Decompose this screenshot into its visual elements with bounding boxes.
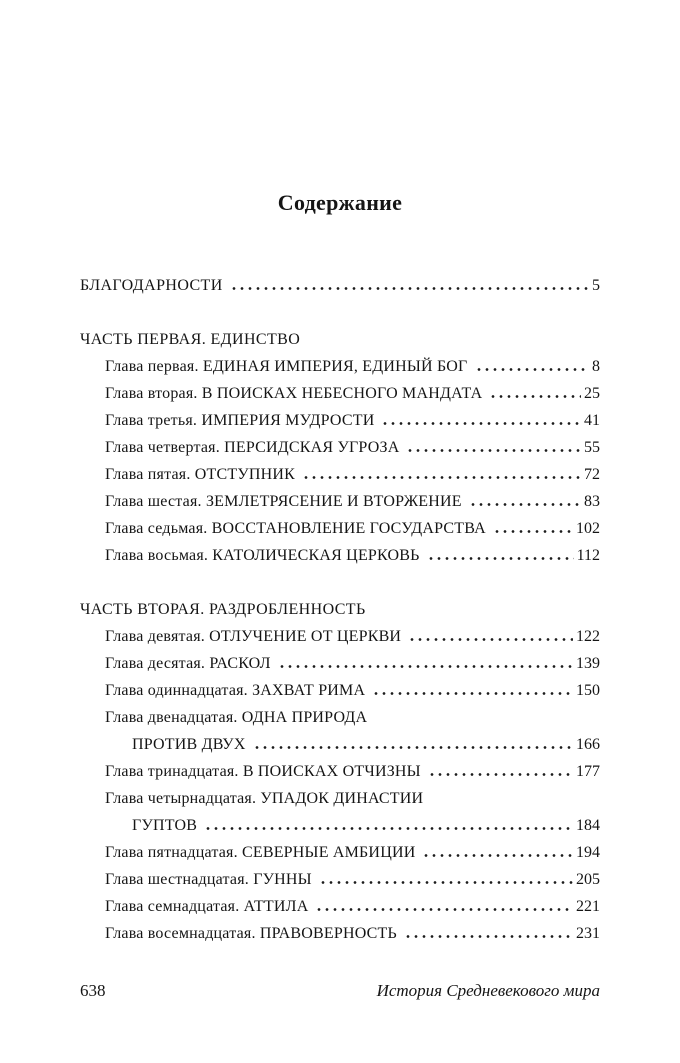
dot-leader <box>276 665 573 668</box>
toc-entry-page: 112 <box>576 547 600 564</box>
dot-leader <box>404 449 581 452</box>
toc-entry <box>80 515 600 542</box>
toc-entry <box>80 353 600 380</box>
toc-entry-page: 5 <box>592 277 600 294</box>
toc-entry-label: ЧАСТЬ ПЕРВАЯ. ЕДИНСТВО <box>80 331 301 348</box>
toc-entry-page: 194 <box>576 844 600 861</box>
toc-entry-label: Глава вторая. В ПОИСКАХ НЕБЕСНОГО МАНДАТА <box>105 385 483 402</box>
toc-section-heading <box>80 596 600 623</box>
toc-entry-label: Глава тринадцатая. В ПОИСКАХ ОТЧИЗНЫ <box>105 763 421 780</box>
dot-leader <box>379 422 581 425</box>
toc-entry-label: Глава шестая. ЗЕМЛЕТРЯСЕНИЕ И ВТОРЖЕНИЕ <box>105 493 462 510</box>
toc-entry-label: Глава четырнадцатая. УПАДОК ДИНАСТИИ <box>105 790 424 807</box>
toc-entry-page: 205 <box>576 871 600 888</box>
toc-entry-page: 102 <box>576 520 600 537</box>
toc-entry-label: Глава седьмая. ВОССТАНОВЛЕНИЕ ГОСУДАРСТВА <box>105 520 486 537</box>
toc-entry-label: Глава десятая. РАСКОЛ <box>105 655 271 672</box>
toc-entry <box>80 785 600 812</box>
toc-entry <box>80 488 600 515</box>
dot-leader <box>402 935 573 938</box>
toc-entry-page: 221 <box>576 898 600 915</box>
toc-title: Содержание <box>277 190 403 215</box>
toc-entry-page: 139 <box>576 655 600 672</box>
toc-entry <box>80 704 600 731</box>
toc-entry-label: БЛАГОДАРНОСТИ <box>80 277 223 294</box>
toc-entry-label: Глава одиннадцатая. ЗАХВАТ РИМА <box>105 682 366 699</box>
toc-entry <box>80 839 600 866</box>
toc-entry <box>80 758 600 785</box>
toc-entry-page: 150 <box>576 682 600 699</box>
toc-entry-label: ГУПТОВ <box>132 817 198 834</box>
toc-entry-page: 122 <box>576 628 600 645</box>
dot-leader <box>228 287 589 290</box>
toc-entry-label: Глава семнадцатая. АТТИЛА <box>105 898 309 915</box>
toc-entry-label: Глава пятая. ОТСТУПНИК <box>105 466 295 483</box>
toc-entry-label: Глава первая. ЕДИНАЯ ИМПЕРИЯ, ЕДИНЫЙ БОГ <box>105 358 468 375</box>
toc-entry-page: 177 <box>576 763 600 780</box>
toc-entry-page: 41 <box>584 412 600 429</box>
page-footer <box>80 981 600 1001</box>
dot-leader <box>300 476 581 479</box>
toc-entry-page: 25 <box>584 385 600 402</box>
toc-entry-label: Глава пятнадцатая. СЕВЕРНЫЕ АМБИЦИИ <box>105 844 416 861</box>
toc-entry-label: Глава восьмая. КАТОЛИЧЕСКАЯ ЦЕРКОВЬ <box>105 547 420 564</box>
dot-leader <box>317 881 573 884</box>
toc-entry-label: Глава восемнадцатая. ПРАВОВЕРНОСТЬ <box>105 925 397 942</box>
dot-leader <box>491 530 573 533</box>
toc-entry <box>80 677 600 704</box>
toc-entry <box>80 731 600 758</box>
dot-leader <box>467 503 581 506</box>
dot-leader <box>251 746 573 749</box>
toc-entry-label: ЧАСТЬ ВТОРАЯ. РАЗДРОБЛЕННОСТЬ <box>80 601 366 618</box>
toc-entry <box>80 434 600 461</box>
dot-leader <box>313 908 573 911</box>
toc-entry-label: Глава третья. ИМПЕРИЯ МУДРОСТИ <box>105 412 375 429</box>
toc-entry <box>80 380 600 407</box>
dot-leader <box>487 395 581 398</box>
dot-leader <box>370 692 573 695</box>
toc-entry-label: Глава двенадцатая. ОДНА ПРИРОДА <box>105 709 368 726</box>
dot-leader <box>473 368 590 371</box>
toc-entry-page: 55 <box>584 439 600 456</box>
toc-entry <box>80 623 600 650</box>
toc-entry-label: Глава шестнадцатая. ГУННЫ <box>105 871 312 888</box>
toc-entry-page: 166 <box>576 736 600 753</box>
dot-leader <box>426 773 573 776</box>
toc-entry <box>80 920 600 947</box>
toc-entry-label: ПРОТИВ ДВУХ <box>132 736 246 753</box>
toc-entry <box>80 866 600 893</box>
dot-leader <box>406 638 573 641</box>
running-book-title: История Средневекового мира <box>376 981 600 1000</box>
toc-entry <box>80 893 600 920</box>
toc-entry-label: Глава девятая. ОТЛУЧЕНИЕ ОТ ЦЕРКВИ <box>105 628 402 645</box>
toc-list <box>80 272 600 947</box>
folio-page-number: 638 <box>80 981 106 1000</box>
dot-leader <box>420 854 573 857</box>
toc-entry-page: 83 <box>584 493 600 510</box>
toc-entry-page: 184 <box>576 817 600 834</box>
toc-entry-page: 72 <box>584 466 600 483</box>
toc-entry <box>80 650 600 677</box>
dot-leader <box>202 827 573 830</box>
dot-leader <box>425 557 574 560</box>
toc-entry <box>80 461 600 488</box>
toc-entry <box>80 542 600 569</box>
toc-entry <box>80 812 600 839</box>
toc-entry-page: 8 <box>592 358 600 375</box>
toc-entry-page: 231 <box>576 925 600 942</box>
toc-entry <box>80 272 600 299</box>
toc-section-heading <box>80 326 600 353</box>
toc-entry <box>80 407 600 434</box>
toc-entry-label: Глава четвертая. ПЕРСИДСКАЯ УГРОЗА <box>105 439 400 456</box>
